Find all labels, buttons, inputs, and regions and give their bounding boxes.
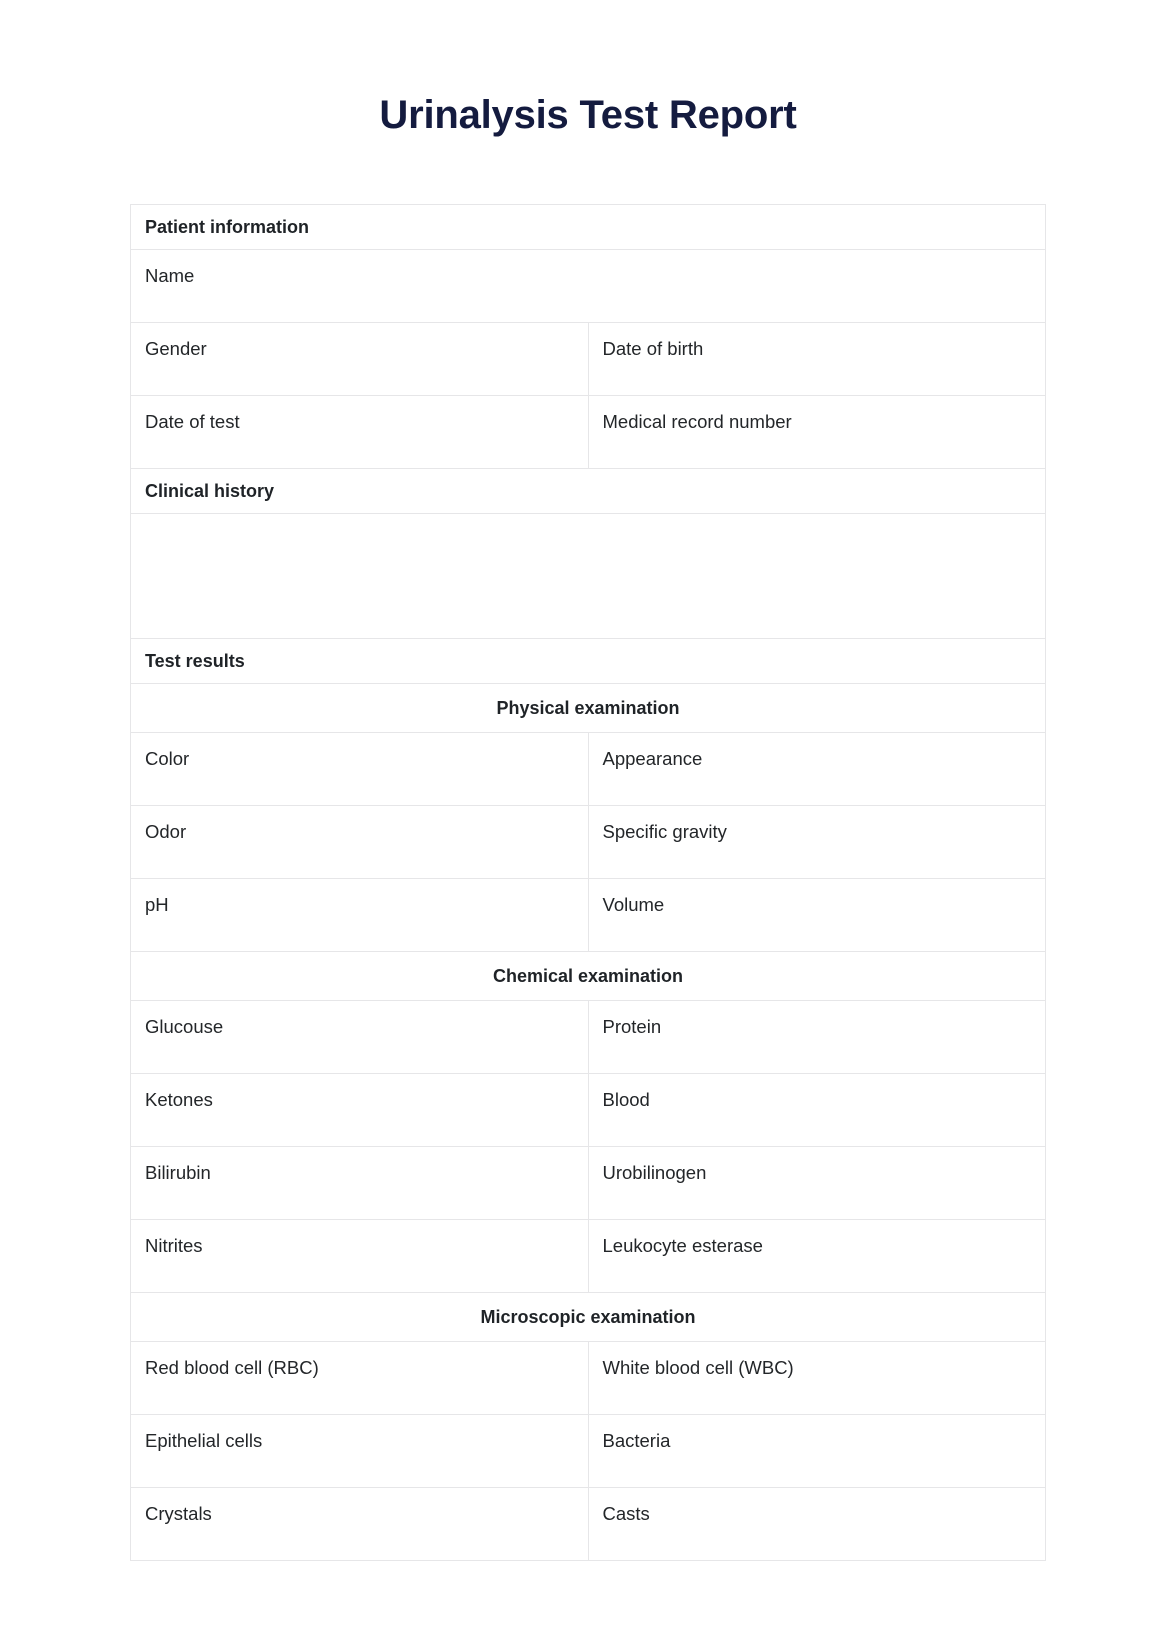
field-label-appearance: Appearance (602, 748, 703, 769)
field-cell-glucouse[interactable] (131, 1001, 589, 1074)
field-cell-protein[interactable] (588, 1001, 1046, 1074)
section-header-test-results (131, 639, 1046, 684)
page-title: Urinalysis Test Report (379, 93, 797, 137)
field-cell-date-of-birth[interactable] (588, 323, 1046, 396)
field-label-name: Name (145, 265, 195, 286)
subsection-header-cell (131, 684, 1046, 733)
field-cell-bacteria[interactable] (588, 1415, 1046, 1488)
field-cell-crystals[interactable] (131, 1488, 589, 1561)
table-row (131, 1415, 1046, 1488)
table-row (131, 1488, 1046, 1561)
field-label-volume: Volume (602, 894, 665, 915)
field-cell-odor[interactable] (131, 806, 589, 879)
field-label-ketones: Ketones (145, 1089, 213, 1110)
field-label-ph: pH (145, 894, 169, 915)
subsection-header-label: Chemical examination (492, 966, 684, 986)
field-cell-gender[interactable] (131, 323, 589, 396)
field-cell-casts[interactable] (588, 1488, 1046, 1561)
field-label-glucouse: Glucouse (145, 1016, 224, 1037)
field-label-gender: Gender (145, 338, 207, 359)
field-cell-white-blood-cell[interactable] (588, 1342, 1046, 1415)
field-cell-color[interactable] (131, 733, 589, 806)
field-label-white-blood-cell: White blood cell (WBC) (602, 1357, 794, 1378)
field-label-red-blood-cell: Red blood cell (RBC) (145, 1357, 319, 1378)
field-label-protein: Protein (602, 1016, 662, 1037)
field-cell-medical-record-number[interactable] (588, 396, 1046, 469)
clinical-history-notes-input[interactable] (131, 514, 1045, 638)
subsection-header-physical-examination (131, 684, 1046, 733)
field-cell-nitrites[interactable] (131, 1220, 589, 1293)
table-row (131, 733, 1046, 806)
table-row (131, 1220, 1046, 1293)
table-row (131, 1074, 1046, 1147)
clinical-history-notes-cell[interactable] (131, 514, 1046, 639)
field-label-medical-record-number: Medical record number (602, 411, 792, 432)
field-cell-ketones[interactable] (131, 1074, 589, 1147)
section-header-cell (131, 205, 1046, 250)
section-header-patient-information (131, 205, 1046, 250)
field-label-date-of-test: Date of test (145, 411, 240, 432)
field-cell-urobilinogen[interactable] (588, 1147, 1046, 1220)
field-cell-date-of-test[interactable] (131, 396, 589, 469)
field-label-date-of-birth: Date of birth (602, 338, 704, 359)
field-label-bacteria: Bacteria (602, 1430, 671, 1451)
field-cell-leukocyte-esterase[interactable] (588, 1220, 1046, 1293)
section-header-label: Clinical history (145, 481, 275, 501)
field-label-blood: Blood (602, 1089, 650, 1110)
field-label-crystals: Crystals (145, 1503, 212, 1524)
field-cell-appearance[interactable] (588, 733, 1046, 806)
table-row (131, 879, 1046, 952)
field-cell-volume[interactable] (588, 879, 1046, 952)
field-cell-red-blood-cell[interactable] (131, 1342, 589, 1415)
field-cell-ph[interactable] (131, 879, 589, 952)
section-header-cell (131, 639, 1046, 684)
field-cell-name[interactable] (131, 250, 1046, 323)
table-row (131, 514, 1046, 639)
field-cell-specific-gravity[interactable] (588, 806, 1046, 879)
field-label-odor: Odor (145, 821, 187, 842)
subsection-header-label: Microscopic examination (480, 1307, 696, 1327)
field-cell-blood[interactable] (588, 1074, 1046, 1147)
subsection-header-microscopic-examination (131, 1293, 1046, 1342)
field-label-urobilinogen: Urobilinogen (602, 1162, 707, 1183)
subsection-header-cell (131, 1293, 1046, 1342)
subsection-header-cell (131, 952, 1046, 1001)
field-label-specific-gravity: Specific gravity (602, 821, 727, 842)
subsection-header-label: Physical examination (496, 698, 680, 718)
section-header-clinical-history (131, 469, 1046, 514)
section-header-label: Test results (145, 651, 245, 671)
table-row (131, 1001, 1046, 1074)
field-label-color: Color (145, 748, 190, 769)
table-row (131, 250, 1046, 323)
field-label-nitrites: Nitrites (145, 1235, 203, 1256)
field-cell-epithelial-cells[interactable] (131, 1415, 589, 1488)
section-header-label: Patient information (145, 217, 310, 237)
table-row (131, 323, 1046, 396)
field-cell-bilirubin[interactable] (131, 1147, 589, 1220)
field-label-leukocyte-esterase: Leukocyte esterase (602, 1235, 763, 1256)
field-label-bilirubin: Bilirubin (145, 1162, 211, 1183)
field-label-casts: Casts (602, 1503, 650, 1524)
section-header-cell (131, 469, 1046, 514)
table-row (131, 1342, 1046, 1415)
field-label-epithelial-cells: Epithelial cells (145, 1430, 263, 1451)
table-row (131, 396, 1046, 469)
table-row (131, 806, 1046, 879)
subsection-header-chemical-examination (131, 952, 1046, 1001)
urinalysis-report-table (130, 204, 1046, 1561)
table-row (131, 1147, 1046, 1220)
